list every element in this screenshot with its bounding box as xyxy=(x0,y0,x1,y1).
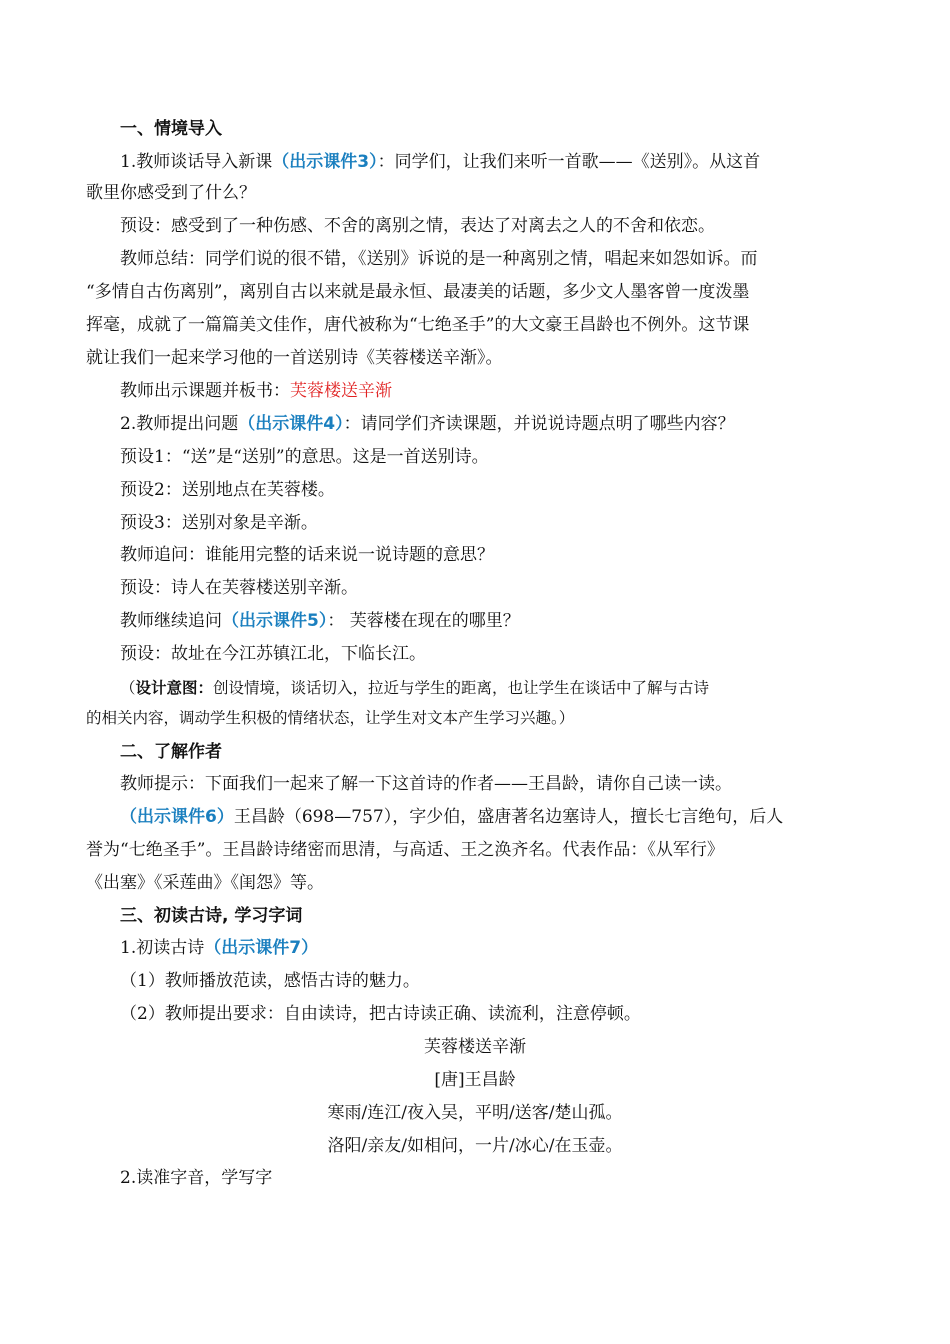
teacher-followup: 教师追问：谁能用完整的话来说一说诗题的意思？ xyxy=(120,545,494,565)
poem-title: 芙蓉楼送辛渐 xyxy=(424,1037,526,1057)
courseware-tag-7: （出示课件7） xyxy=(204,938,319,958)
poem-verse-2: 洛阳/亲友/如相问，一片/冰心/在玉壶。 xyxy=(327,1136,623,1156)
design-intent-line-2: 的相关内容，调动学生积极的情绪状态，让学生对文本产生学习兴趣。） xyxy=(86,709,575,727)
preset-meaning: 预设：诗人在芙蓉楼送别辛渐。 xyxy=(120,578,358,598)
paragraph-intro xyxy=(120,150,760,174)
section-3-heading: 三、初读古诗, 学习字词 xyxy=(120,906,303,926)
courseware-tag-6: （出示课件6） xyxy=(120,807,234,827)
intent-label: 设计意图： xyxy=(135,679,214,697)
continue-text: 教师继续追问 xyxy=(120,611,222,631)
bio-line-2: 誉为“七绝圣手”。王昌龄诗绪密而思清，与高适、王之涣齐名。代表作品：《从军行》 xyxy=(86,840,724,860)
intro-text: 1.教师谈话导入新课 xyxy=(120,152,273,172)
preset-feeling: 预设：感受到了一种伤感、不舍的离别之情，表达了对离去之人的不舍和依恋。 xyxy=(120,216,715,236)
paragraph-continue xyxy=(120,609,520,633)
courseware-tag-5: （出示课件5） xyxy=(222,611,328,631)
intent-open-paren: （ xyxy=(120,679,136,697)
teacher-tip: 教师提示：下面我们一起来了解一下这首诗的作者——王昌龄，请你自己读一读。 xyxy=(120,774,732,794)
summary-line-2: “多情自古伤离别”，离别自古以来就是最永恒、最凄美的话题，多少文人墨客曾一度泼墨 xyxy=(86,282,750,302)
summary-line-1: 教师总结：同学们说的很不错，《送别》诉说的是一种离别之情，唱起来如怨如诉。而 xyxy=(120,249,758,269)
poem-author: [唐]王昌龄 xyxy=(434,1070,516,1090)
preset-2: 预设2：送别地点在芙蓉楼。 xyxy=(120,480,335,500)
bio-text-1: 王昌龄（698—757），字少伯，盛唐著名边塞诗人，擅长七言绝句，后人 xyxy=(233,807,784,827)
board-writing xyxy=(120,379,392,403)
courseware-tag-3: （出示课件3） xyxy=(272,152,378,172)
intent-text-1: 创设情境，谈话切入，拉近与学生的距离，也让学生在谈话中了解与古诗 xyxy=(213,679,710,697)
reading-item-1: （1）教师播放范读，感悟古诗的魅力。 xyxy=(120,971,420,991)
section-2-heading: 二、了解作者 xyxy=(120,742,222,762)
summary-line-4: 就让我们一起来学习他的一首送别诗《芙蓉楼送辛渐》。 xyxy=(86,348,503,368)
section-1-heading: 一、情境导入 xyxy=(120,119,222,139)
intro-continuation: 歌里你感受到了什么？ xyxy=(86,183,256,203)
courseware-tag-4: （出示课件4） xyxy=(238,414,344,434)
board-title: 芙蓉楼送辛渐 xyxy=(290,381,392,401)
question-body: ：请同学们齐读课题，并说说诗题点明了哪些内容？ xyxy=(343,414,735,434)
poem-verse-1: 寒雨/连江/夜入吴，平明/送客/楚山孤。 xyxy=(327,1103,623,1123)
bio-line-3: 《出塞》《采莲曲》《闺怨》等。 xyxy=(86,873,324,893)
preset-3: 预设3：送别对象是辛渐。 xyxy=(120,513,318,533)
poem-title-line xyxy=(0,1035,950,1059)
question-text: 2.教师提出问题 xyxy=(120,414,239,434)
poem-author-line xyxy=(0,1068,950,1092)
first-reading xyxy=(120,936,318,960)
pronunciation-step: 2.读准字音，学写字 xyxy=(120,1168,273,1188)
preset-location: 预设：故址在今江苏镇江北，下临长江。 xyxy=(120,644,426,664)
bio-line-1 xyxy=(120,805,783,829)
paragraph-question xyxy=(120,412,735,436)
continue-question: ： 芙蓉楼在现在的哪里？ xyxy=(327,611,520,631)
intro-question: ：同学们，让我们来听一首歌——《送别》。从这首 xyxy=(377,152,761,172)
poem-line-2 xyxy=(0,1134,950,1158)
first-reading-text: 1.初读古诗 xyxy=(120,938,205,958)
design-intent-line-1 xyxy=(120,676,709,700)
preset-1: 预设1：“送”是“送别”的意思。这是一首送别诗。 xyxy=(120,447,489,467)
poem-line-1 xyxy=(0,1101,950,1125)
summary-line-3: 挥毫，成就了一篇篇美文佳作，唐代被称为“七绝圣手”的大文豪王昌龄也不例外。这节课 xyxy=(86,315,750,335)
board-label: 教师出示课题并板书： xyxy=(120,381,290,401)
reading-item-2: （2）教师提出要求：自由读诗，把古诗读正确、读流利，注意停顿。 xyxy=(120,1004,641,1024)
